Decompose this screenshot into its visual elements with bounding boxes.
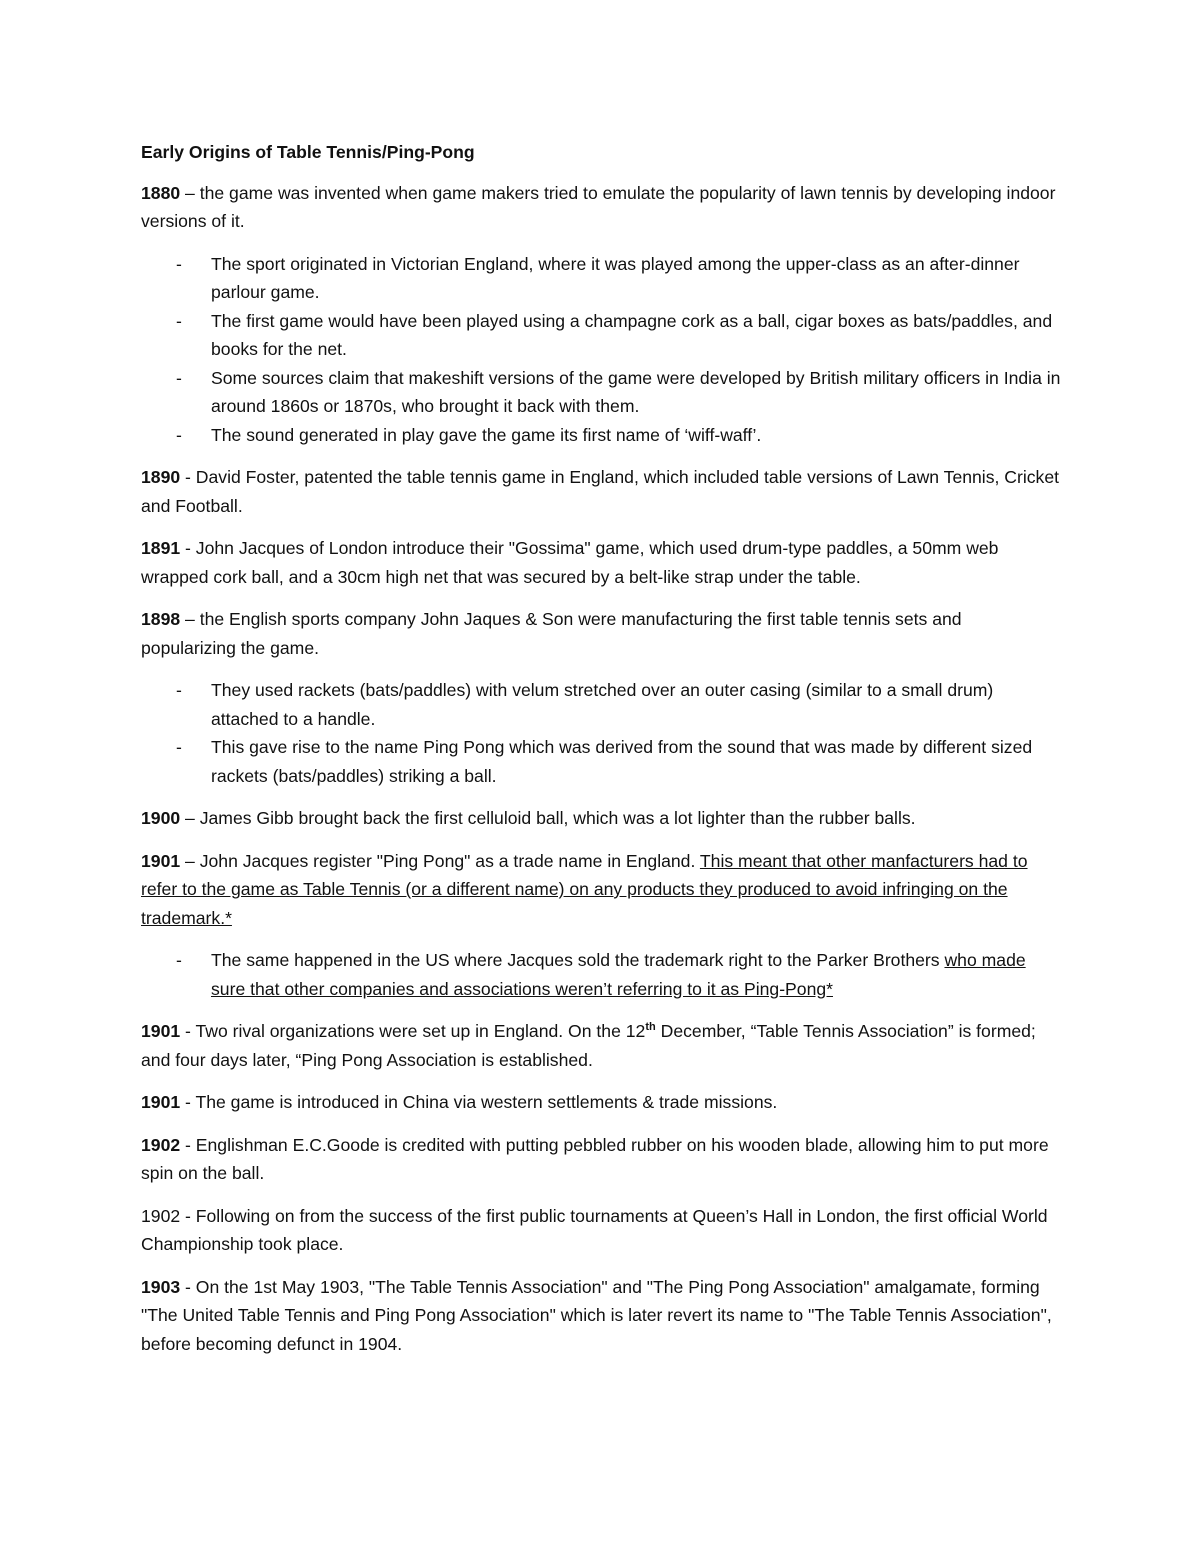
entry-1890 [141, 463, 1061, 520]
list-item [141, 733, 1061, 790]
dash-marker: - [176, 253, 182, 274]
entry-text: – the game was invented when game makers tried to emulate the popularity of lawn tennis by developing indoor versions of it. [141, 182, 1056, 231]
entry-year: 1902 [141, 1205, 181, 1226]
entry-year: 1903 [141, 1276, 181, 1297]
entry-text: - David Foster, patented the table tennis game in England, which included table versions of Lawn Tennis, Cricket and Football. [141, 467, 1060, 516]
list-item-text: The same happened in the US where Jacques sold the trademark right to the Parker Brothers [211, 950, 945, 970]
dash-marker: - [176, 424, 182, 445]
entry-text-continued: December, “Table Tennis Association” is formed; and four days later, “Ping Pong Association is established. [141, 1021, 1036, 1070]
dash-marker: - [176, 737, 182, 757]
entry-text: - Englishman E.C.Goode is credited with putting pebbled rubber on his wooden blade, allowing him to put more spin on the ball. [141, 1134, 1049, 1183]
dash-marker: - [176, 680, 182, 700]
bullet-list-1898 [141, 676, 1061, 790]
entry-1900 [141, 804, 1061, 833]
entry-1901-associations [141, 1017, 1061, 1074]
bullet-list-1901 [141, 946, 1061, 1003]
entry-year: 1890 [141, 467, 181, 487]
superscript: th [645, 1021, 656, 1034]
entry-text: – the English sports company John Jaques & Son were manufacturing the first table tennis sets and popularizing the game. [141, 609, 962, 658]
entry-text: - Following on from the success of the first public tournaments at Queen’s Hall in London, the first official World Championship took place. [141, 1205, 1048, 1254]
list-item [141, 250, 1061, 307]
entry-1901-china [141, 1088, 1061, 1117]
list-item-text: Some sources claim that makeshift versions of the game were developed by British military officers in India in around 1860s or 1870s, who brought it back with them. [211, 367, 1061, 416]
entry-year: 1901 [141, 850, 181, 871]
entry-1902-championship [141, 1202, 1061, 1259]
entry-1898 [141, 605, 1061, 662]
entry-1903 [141, 1273, 1061, 1359]
dash-marker: - [176, 310, 182, 331]
list-item-text: This gave rise to the name Ping Pong which was derived from the sound that was made by different sized rackets (bats/paddles) striking a ball. [211, 737, 1033, 786]
entry-year: 1900 [141, 808, 181, 828]
entry-year: 1902 [141, 1134, 181, 1155]
entry-year: 1901 [141, 1021, 181, 1041]
list-item [141, 421, 1061, 450]
entry-year: 1880 [141, 182, 181, 203]
entry-text: – James Gibb brought back the first celluloid ball, which was a lot lighter than the rubber balls. [180, 808, 916, 828]
document-page [141, 138, 1061, 1372]
entry-year: 1898 [141, 609, 181, 629]
list-item [141, 946, 1061, 1003]
dash-marker: - [176, 950, 182, 970]
list-item [141, 307, 1061, 364]
underlined-text: This meant that other manfacturers had to refer to the game as Table Tennis (or a different name) on any products they produced to avoid infringing on the trademark.* [141, 850, 1028, 928]
list-item-text: The sound generated in play gave the game its first name of ‘wiff-waff’. [211, 424, 762, 445]
entry-year: 1901 [141, 1092, 181, 1112]
list-item [141, 676, 1061, 733]
entry-year: 1891 [141, 538, 181, 558]
entry-1891 [141, 534, 1061, 591]
list-item [141, 364, 1061, 421]
entry-1902-rubber [141, 1131, 1061, 1188]
list-item-text: The first game would have been played using a champagne cork as a ball, cigar boxes as bats/paddles, and books for the net. [211, 310, 1053, 359]
list-item-text: They used rackets (bats/paddles) with velum stretched over an outer casing (similar to a small drum) attached to a handle. [211, 680, 994, 729]
dash-marker: - [176, 367, 182, 388]
entry-text: - Two rival organizations were set up in England. On the 12 [180, 1021, 646, 1041]
entry-text: - John Jacques of London introduce their "Gossima" game, which used drum-type paddles, a 50mm web wrapped cork ball, and a 30cm high net that was secured by a belt-like strap under the table. [141, 538, 999, 587]
entry-1901-trademark [141, 847, 1061, 933]
list-item-text: The sport originated in Victorian England, where it was played among the upper-class as an after-dinner parlour game. [211, 253, 1020, 302]
entry-text: - The game is introduced in China via western settlements & trade missions. [180, 1092, 778, 1112]
document-title: Early Origins of Table Tennis/Ping-Pong [141, 142, 475, 162]
entry-text: - On the 1st May 1903, "The Table Tennis Association" and "The Ping Pong Association" amalgamate, forming "The United Table Tennis and Ping Pong Association" which is later revert its name to "The Table Tennis Association", before becoming defunct in 1904. [141, 1276, 1052, 1354]
bullet-list-1880 [141, 250, 1061, 450]
entry-text: – John Jacques register "Ping Pong" as a trade name in England. [180, 850, 700, 871]
entry-1880 [141, 179, 1061, 236]
underlined-text: who made sure that other companies and associations weren’t referring to it as Ping-Pong* [211, 950, 1026, 999]
